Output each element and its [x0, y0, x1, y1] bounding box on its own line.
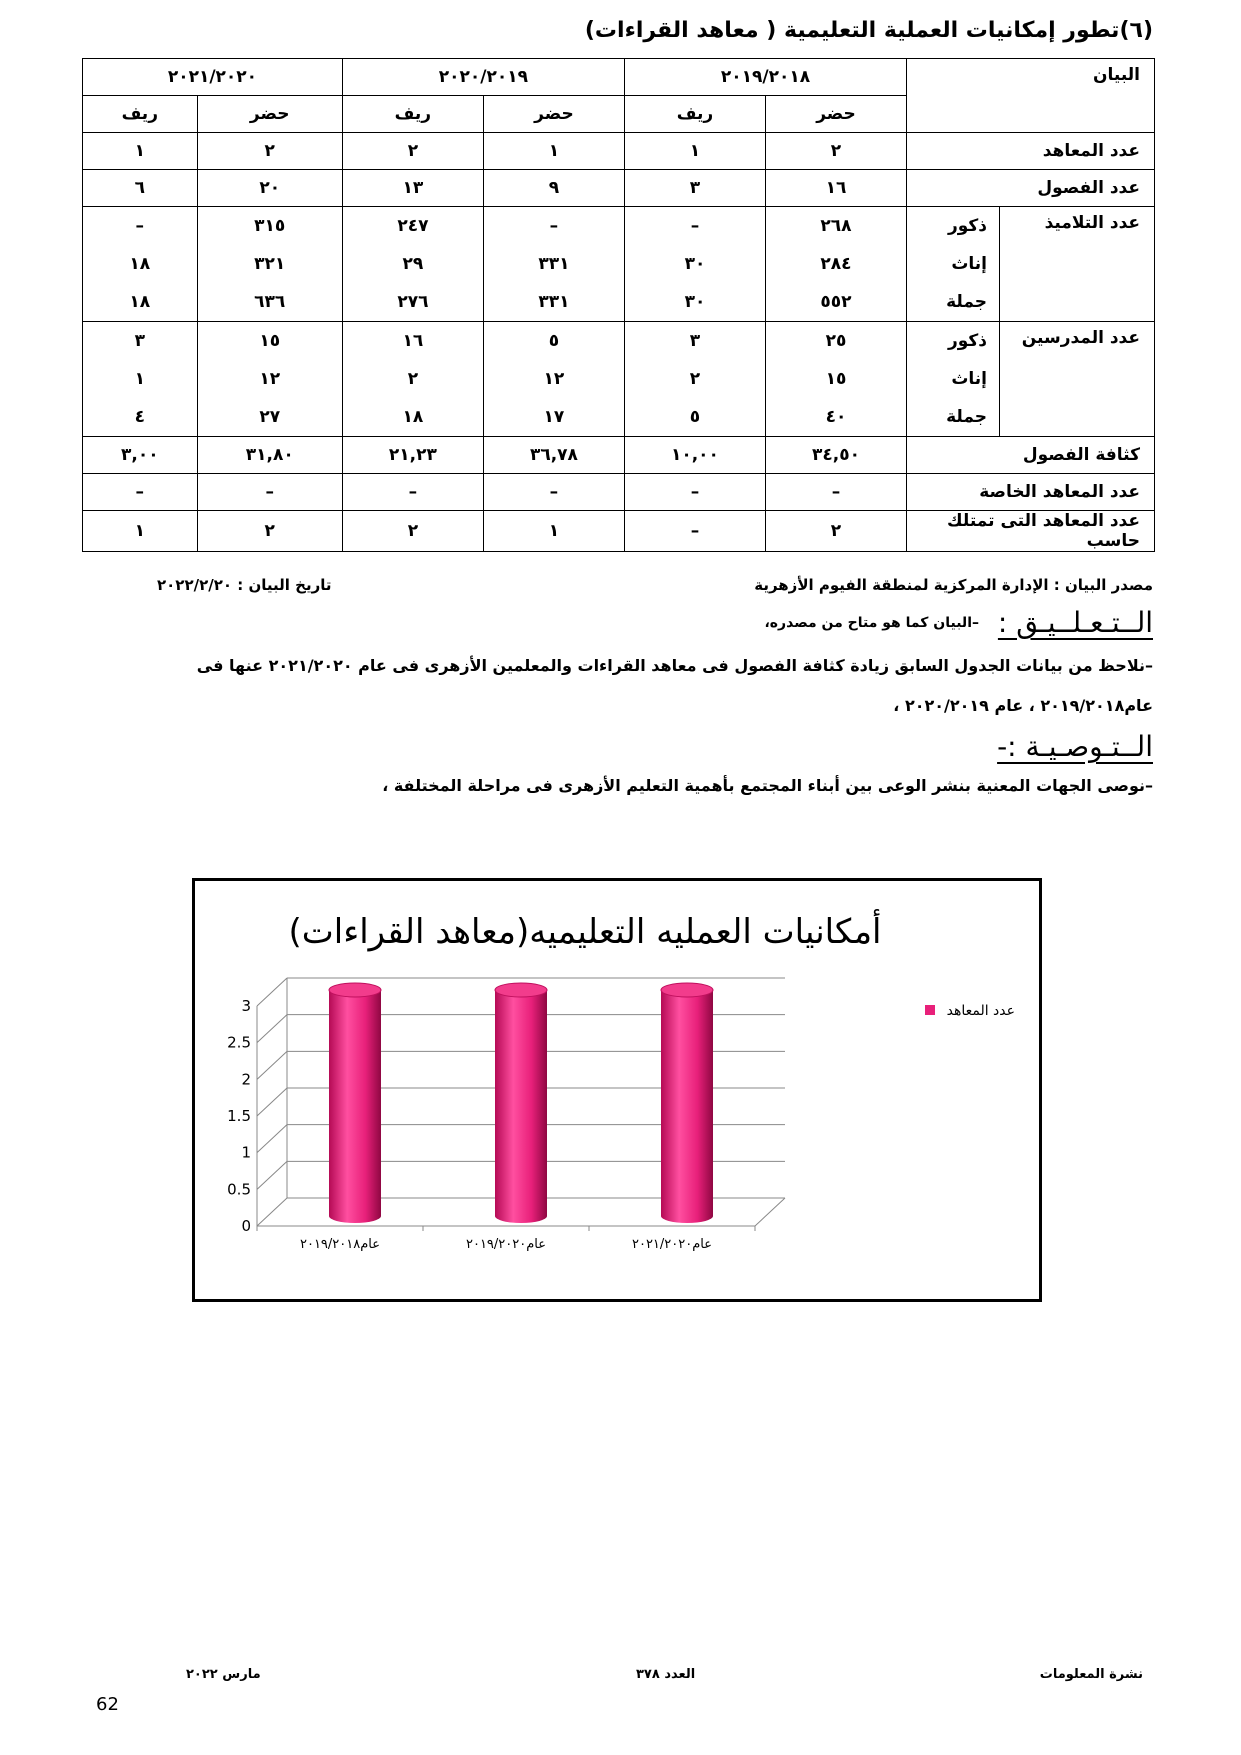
sub-label: جملة [907, 283, 1000, 322]
group-label: عدد التلاميذ [1000, 207, 1155, 322]
table-cell: ٦ [83, 170, 198, 207]
year-header: ٢٠١٩/٢٠١٨ [624, 59, 906, 96]
table-cell: ١ [83, 511, 198, 552]
table-cell: ١ [624, 133, 765, 170]
bar [329, 990, 381, 1223]
table-row [83, 437, 1155, 474]
grid-diagonal [257, 1161, 287, 1189]
table-cell: ٢ [197, 133, 342, 170]
table-cell: ١٧ [483, 398, 624, 437]
table-cell: ٢٩ [342, 245, 483, 283]
y-tick-label: 2.5 [227, 1033, 251, 1052]
bar [495, 990, 547, 1223]
rural-header: ريف [342, 96, 483, 133]
table-cell: ٣٦,٧٨ [483, 437, 624, 474]
y-tick-label: 2 [241, 1070, 251, 1089]
footer-left: مارس ٢٠٢٢ [186, 1667, 261, 1682]
floor-edge [755, 1198, 785, 1226]
row-label: عدد المعاهد التى تمتلك حاسب [907, 511, 1155, 552]
x-tick-label: عام٢٠٢١/٢٠٢٠ [631, 1237, 713, 1252]
rural-header: ريف [624, 96, 765, 133]
table-cell: ٢ [342, 360, 483, 398]
table-cell: ٦٣٦ [197, 283, 342, 322]
grid-diagonal [257, 1125, 287, 1153]
sub-label: إناث [907, 360, 1000, 398]
bar [661, 990, 713, 1223]
table-cell: ٢٠ [197, 170, 342, 207]
row-label: عدد الفصول [907, 170, 1155, 207]
table-cell: ١٢ [483, 360, 624, 398]
table-cell: ٢٨٤ [765, 245, 906, 283]
table-cell: ١٢ [197, 360, 342, 398]
table-cell: ٤ [83, 398, 198, 437]
table-cell: – [197, 474, 342, 511]
urban-header: حضر [765, 96, 906, 133]
urban-header: حضر [197, 96, 342, 133]
grid-diagonal [257, 1015, 287, 1043]
row-label: كثافة الفصول [907, 437, 1155, 474]
date-text: تاريخ البيان : ٢٠٢٢/٢/٢٠ [157, 576, 332, 594]
table-cell: ٣٢١ [197, 245, 342, 283]
table-cell: ١٨ [83, 283, 198, 322]
bar-top [495, 983, 547, 997]
table-cell: – [83, 207, 198, 246]
data-table [82, 58, 1155, 552]
table-cell: ١٦ [765, 170, 906, 207]
table-cell: ٢٥ [765, 322, 906, 361]
table-cell: ٣١,٨٠ [197, 437, 342, 474]
y-tick-label: 0 [241, 1217, 251, 1235]
table-row [83, 360, 1155, 398]
table-row [83, 207, 1155, 246]
row-label: عدد المعاهد [907, 133, 1155, 170]
table-cell: ١ [483, 133, 624, 170]
table-cell: ١٦ [342, 322, 483, 361]
table-row [83, 398, 1155, 437]
table-cell: ٥ [624, 398, 765, 437]
table-cell: ٢ [765, 133, 906, 170]
page-title: (٦)تطور إمكانيات العملية التعليمية ( معاهد القراءات) [584, 18, 1153, 43]
year-header: ٢٠٢١/٢٠٢٠ [83, 59, 343, 96]
page-number: 62 [96, 1694, 119, 1715]
sub-label: جملة [907, 398, 1000, 437]
legend-swatch [925, 1005, 935, 1015]
table-cell: – [624, 474, 765, 511]
x-tick-label: عام٢٠١٩/٢٠٢٠ [465, 1237, 547, 1252]
sub-label: ذكور [907, 322, 1000, 361]
table-cell: – [765, 474, 906, 511]
table-row [83, 322, 1155, 361]
table-cell: ٤٠ [765, 398, 906, 437]
table-cell: – [83, 474, 198, 511]
table-cell: – [483, 207, 624, 246]
y-tick-label: 0.5 [227, 1180, 251, 1199]
table-cell: ٢ [342, 511, 483, 552]
table-cell: – [483, 474, 624, 511]
table-cell: ٣٤,٥٠ [765, 437, 906, 474]
chart-frame [192, 878, 1042, 1302]
table-cell: ٢٤٧ [342, 207, 483, 246]
year-header: ٢٠٢٠/٢٠١٩ [342, 59, 624, 96]
comment-line-2: عام٢٠١٩/٢٠١٨ ، عام ٢٠٢٠/٢٠١٩ ، [893, 696, 1153, 715]
table-row [83, 133, 1155, 170]
table-cell: ١ [483, 511, 624, 552]
table-cell: ٣٠ [624, 245, 765, 283]
table-cell: ١٥ [765, 360, 906, 398]
table-cell: ٢٧ [197, 398, 342, 437]
grid-diagonal [257, 1088, 287, 1116]
table-row [83, 245, 1155, 283]
table-cell: – [624, 207, 765, 246]
table-cell: ٣ [624, 170, 765, 207]
table-cell: ٢٦٨ [765, 207, 906, 246]
table-cell: ٢ [342, 133, 483, 170]
source-text: مصدر البيان : الإدارة المركزية لمنطقة الفيوم الأزهرية [754, 576, 1153, 594]
table-cell: ٥ [483, 322, 624, 361]
table-row [83, 474, 1155, 511]
table-cell: ٩ [483, 170, 624, 207]
table-cell: ٣٣١ [483, 283, 624, 322]
x-tick-label: عام٢٠١٩/٢٠١٨ [299, 1237, 381, 1252]
comment-heading: الــتـعـلــيـق : [997, 606, 1153, 639]
header-label: البيان [907, 59, 1155, 133]
table-cell: ٢٧٦ [342, 283, 483, 322]
table-cell: ٢ [197, 511, 342, 552]
sub-label: إناث [907, 245, 1000, 283]
table-cell: ٣,٠٠ [83, 437, 198, 474]
urban-header: حضر [483, 96, 624, 133]
footer-center: العدد ٣٧٨ [636, 1667, 696, 1682]
table-cell: ٥٥٢ [765, 283, 906, 322]
table-cell: ١٨ [83, 245, 198, 283]
table-cell: ١٥ [197, 322, 342, 361]
table-cell: ٢ [624, 360, 765, 398]
comment-line-1: –نلاحظ من بيانات الجدول السابق زيادة كثافة الفصول فى معاهد القراءات والمعلمين الأزهرى فى عام ٢٠٢١/٢٠٢٠ عنها فى [196, 656, 1153, 675]
rural-header: ريف [83, 96, 198, 133]
footer-right: نشرة المعلومات [1039, 1667, 1143, 1682]
legend-label: عدد المعاهد [946, 1003, 1015, 1019]
table-cell: ٣ [624, 322, 765, 361]
row-label: عدد المعاهد الخاصة [907, 474, 1155, 511]
table-row [83, 170, 1155, 207]
table-cell: ٣٠ [624, 283, 765, 322]
table-cell: ٢ [765, 511, 906, 552]
grid-diagonal [257, 978, 287, 1006]
table-cell: ١ [83, 133, 198, 170]
table-cell: ١٨ [342, 398, 483, 437]
chart-title: أمكانيات العمليه التعليميه(معاهد القراءات) [288, 912, 882, 952]
sub-label: ذكور [907, 207, 1000, 246]
table-row [83, 283, 1155, 322]
table-cell: ١ [83, 360, 198, 398]
y-tick-label: 1 [241, 1143, 251, 1162]
recommend-line: –نوصى الجهات المعنية بنشر الوعى بين أبناء المجتمع بأهمية التعليم الأزهرى فى مراحلة المختلفة ، [382, 776, 1153, 795]
bar-top [329, 983, 381, 997]
bar-top [661, 983, 713, 997]
y-tick-label: 3 [241, 997, 251, 1015]
table-cell: ٣ [83, 322, 198, 361]
grid-diagonal [257, 1198, 287, 1226]
table-cell: – [342, 474, 483, 511]
table-cell: – [624, 511, 765, 552]
table-row [83, 511, 1155, 552]
recommend-heading: الــتـوصـيـة :- [997, 730, 1153, 763]
table-cell: ٣١٥ [197, 207, 342, 246]
comment-note: –البيان كما هو متاح من مصدره، [764, 615, 979, 631]
bar-chart [195, 881, 1039, 1299]
group-label: عدد المدرسين [1000, 322, 1155, 437]
grid-diagonal [257, 1051, 287, 1079]
y-tick-label: 1.5 [227, 1107, 251, 1125]
table-cell: ٣٣١ [483, 245, 624, 283]
table-cell: ١٣ [342, 170, 483, 207]
table-cell: ٢١,٢٣ [342, 437, 483, 474]
table-cell: ١٠,٠٠ [624, 437, 765, 474]
